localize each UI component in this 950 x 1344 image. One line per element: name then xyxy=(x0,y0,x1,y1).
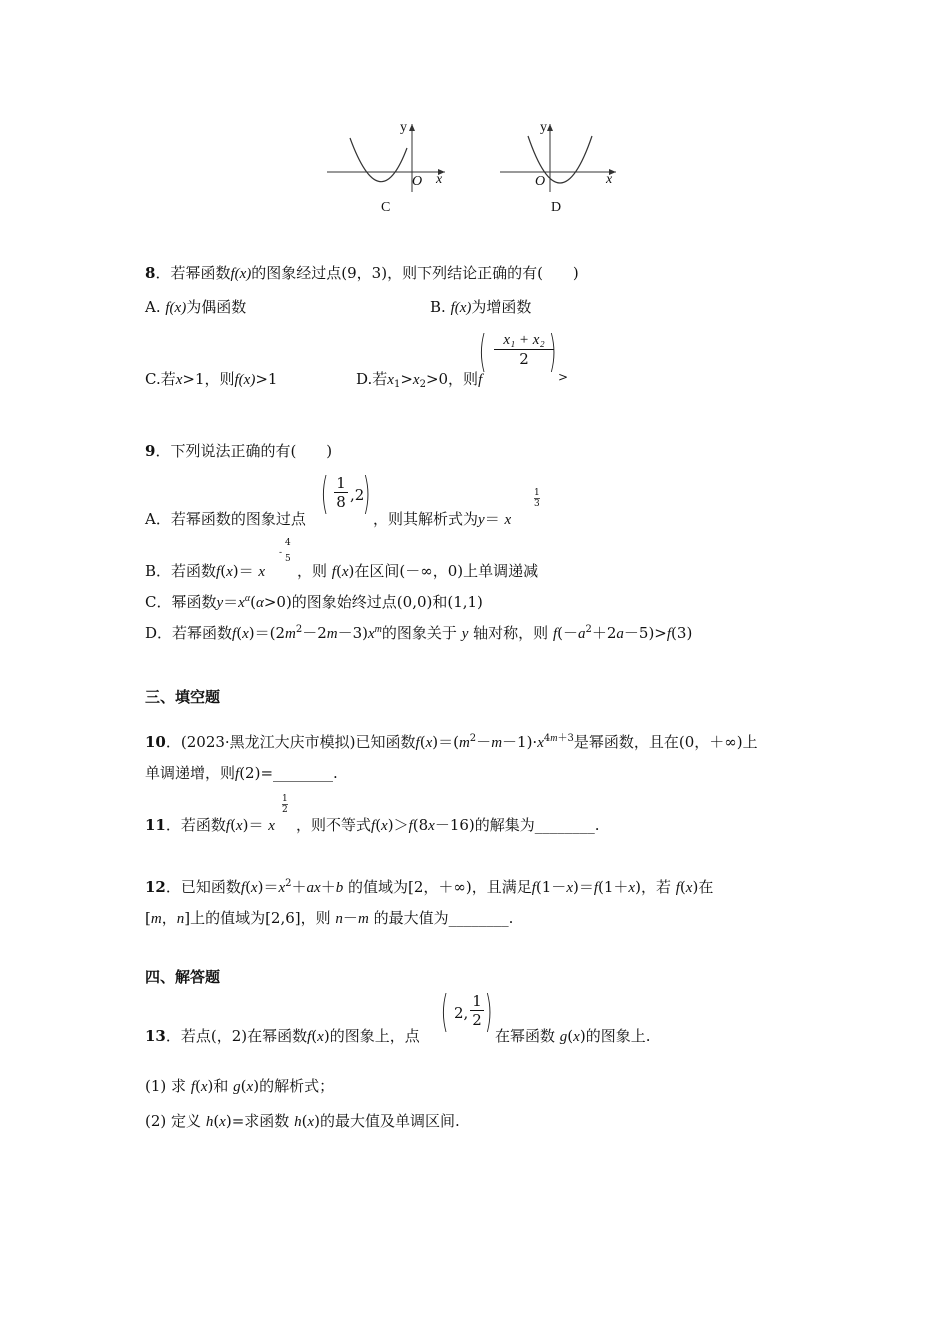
q9-option-a: A．若幂函数的图象过点 xyxy=(145,510,306,528)
q12-line-2: [m，n]上的值域为[2,6]，则 n－m 的最大值为________. xyxy=(145,909,514,927)
graph-c-origin-label: O xyxy=(412,174,423,189)
q10-line-1: 10．(2023·黑龙江大庆市模拟)已知函数$f(x)=(m^2-m-1)\cdot x^{4m+3}$是幂函数，且在(0，＋∞)上 xyxy=(145,733,758,751)
q8-stem: 8．若幂函数f(x)的图象经过点(9，3)，则下列结论正确的有( ) xyxy=(145,264,579,282)
q11-tail: ，则不等式f(x)＞f(8x－16)的解集为________. xyxy=(296,816,600,834)
q8-option-a: A. f(x)为偶函数 xyxy=(145,298,247,316)
q9-option-b: B．若函数f(x)＝ x xyxy=(145,562,266,580)
graph-c-caption: C xyxy=(381,200,391,215)
section-3-heading: 三、填空题 xyxy=(145,688,221,706)
q9-option-b-tail: ，则 f(x)在区间(－∞，0)上单调递减 xyxy=(297,562,539,580)
q8-option-c: C.若x>1，则f(x)>1 xyxy=(145,370,278,388)
graph-d-origin-label: O xyxy=(535,174,546,189)
q13-point: ( 2, $\frac{1}{2}$ ) xyxy=(440,986,493,1037)
q9-option-d: D．若幂函数$f(x)=(2m^2-2m-3)x^m$的图象关于 y 轴对称，则 $f(-a^2+2a-5)>f(3)$ xyxy=(145,624,693,642)
graph-d-caption: D xyxy=(551,200,562,215)
graph-c-x-label: x xyxy=(436,172,443,187)
q10-line-2: 单调递增，则f(2)=________. xyxy=(145,764,338,782)
q9-option-a-exponent: 1 3 xyxy=(534,488,540,509)
q8-option-b: B. f(x)为增函数 xyxy=(430,298,532,316)
q9-option-a-tail: ，则其解析式为y＝ x xyxy=(373,510,512,528)
q13-part-1: (1) 求 f(x)和 g(x)的解析式； xyxy=(145,1077,335,1095)
q8-option-d: D.若$x_1>x_2>0$，则f xyxy=(356,370,483,390)
graph-c-y-label: y xyxy=(400,120,407,135)
graph-d-y-label: y xyxy=(540,120,547,135)
q11-exponent: 1 2 xyxy=(282,794,288,815)
graph-d xyxy=(498,120,623,195)
q9-stem: 9．下列说法正确的有( ) xyxy=(145,442,333,460)
q12-line-1: 12．已知函数$f(x)=x^2+ax+b$ 的值域为[2，＋∞)，且满足f(1－x)＝f(1＋x)，若 f(x)在 xyxy=(145,878,714,896)
q9-option-c: C．幂函数$y=x^\alpha(\alpha>0)$的图象始终过点(0,0)和(1,1) xyxy=(145,593,483,611)
q13-stem: 13．若点(，2)在幂函数f(x)的图象上，点 xyxy=(145,1027,420,1045)
q11: 11．若函数f(x)＝ x xyxy=(145,816,275,834)
q9-option-a-point: ( $\frac{1}{8}$ ,2 ) xyxy=(320,468,371,519)
graph-c xyxy=(325,120,450,195)
graph-d-x-label: x xyxy=(606,172,613,187)
q13-stem-tail: 在幂函数 g(x)的图象上. xyxy=(495,1027,651,1045)
section-4-heading: 四、解答题 xyxy=(145,968,221,986)
q13-part-2: (2) 定义 h(x)=求函数 h(x)的最大值及单调区间. xyxy=(145,1112,460,1130)
